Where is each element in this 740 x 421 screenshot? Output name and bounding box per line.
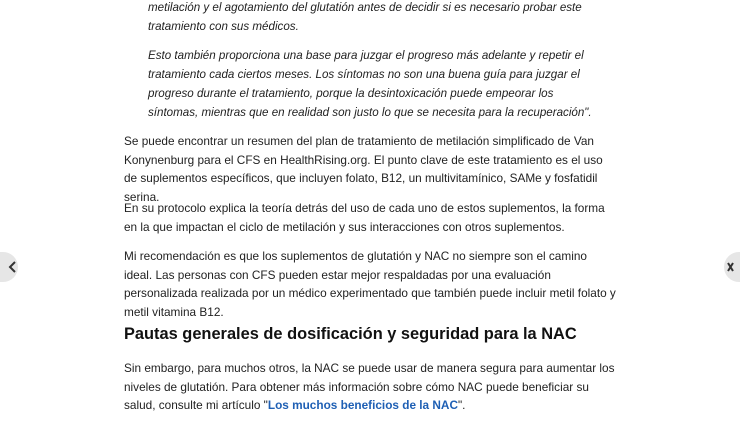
blockquote-part-1	[148, 0, 596, 36]
close-button[interactable]	[724, 252, 740, 282]
paragraph-recommendation	[124, 247, 616, 321]
close-icon	[724, 261, 736, 273]
paragraph-protocol	[124, 199, 616, 236]
previous-button[interactable]	[0, 252, 18, 282]
paragraph-nac-intro: Sin embargo, para muchos otros, la NAC se puede usar de manera segura para aumentar los niveles de glutatión. Para obtener más información sobre cómo NAC puede beneficiar su salud, consulte mi artículo "	[124, 361, 615, 412]
section-heading: Pautas generales de dosificación y seguridad para la NAC	[124, 325, 577, 343]
paragraph-nac-text	[124, 359, 616, 415]
blockquote-text-2: Esto también proporciona una base para juzgar el progreso más adelante y repetir el tratamiento cada ciertos meses. Los síntomas no son una buena guía para juzgar el progreso durante el tratamiento, porque la desintoxicación puede empeorar los síntomas, mientras que en realidad son justo lo que se necesita para la recuperación".	[148, 49, 592, 119]
nac-benefits-link[interactable]: Los muchos beneficios de la NAC	[267, 398, 458, 412]
blockquote-part-2	[148, 46, 596, 122]
paragraph-nac-closing: ".	[457, 398, 466, 412]
paragraph-summary-text: Se puede encontrar un resumen del plan de tratamiento de metilación simplificado de Van Konynenburg para el CFS en HealthRising.org. El punto clave de este tratamiento es el uso de suplementos específicos, que incluyen folato, B12, un multivitamínico, SAMe y fosfatidil serina.	[124, 134, 603, 204]
blockquote-text-1: metilación y el agotamiento del glutatión antes de decidir si es necesario probar este tratamiento con sus médicos.	[148, 1, 582, 33]
paragraph-nac	[124, 359, 616, 415]
paragraph-protocol-text: En su protocolo explica la teoría detrás del uso de cada uno de estos suplementos, la forma en la que impactan el ciclo de metilación y sus interacciones con otros suplementos.	[124, 201, 605, 234]
chevron-left-icon	[8, 261, 18, 273]
paragraph-summary	[124, 132, 616, 206]
paragraph-recommendation-text: Mi recomendación es que los suplementos de glutatión y NAC no siempre son el camino ideal. Las personas con CFS pueden estar mejor respaldadas por una evaluación personalizada realizada por un médico experimentado que también puede incluir metil folato y metil vitamina B12.	[124, 249, 616, 319]
